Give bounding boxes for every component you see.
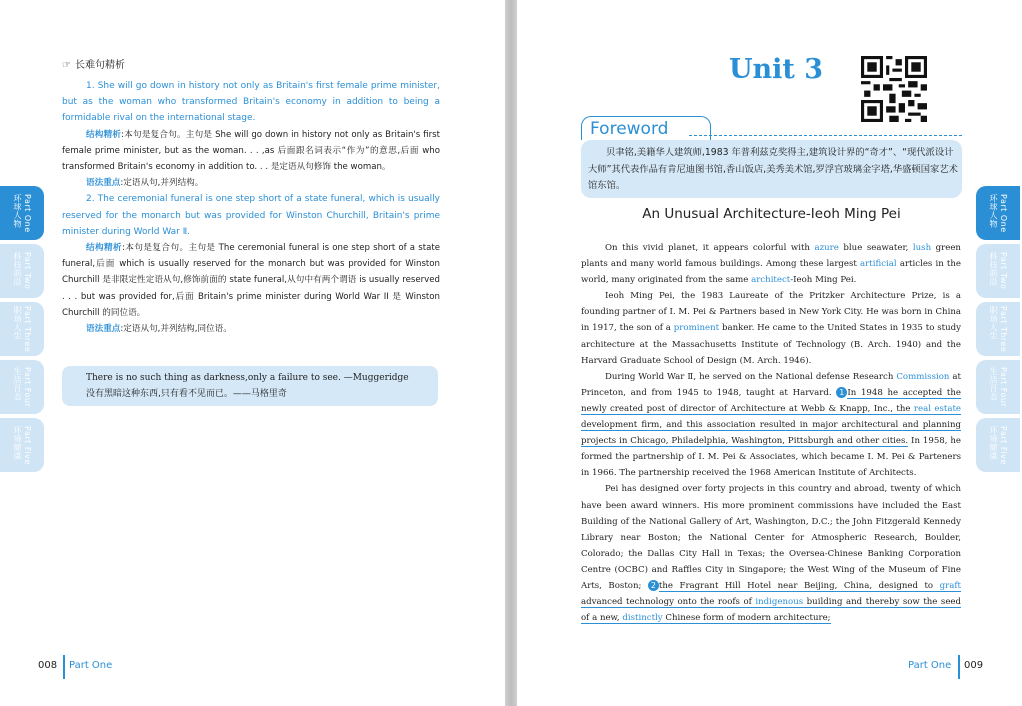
tab-part-five[interactable]: Part Five 环境健康 xyxy=(976,418,1020,472)
tab-part-four[interactable]: Part Four 生活百态 xyxy=(976,360,1020,414)
foreword-text: 贝聿铭,美籍华人建筑师,1983 年普利兹克奖得主,建筑设计界的“奇才”、“现代派设计大师”其代表作品有肯尼迪图书馆,香山饭店,美秀美术馆,罗浮宫玻璃金字塔,华盛顿国家艺术馆东馆。 xyxy=(588,147,958,191)
difficult-sentence-2: the Fragrant Hill Hotel near Beijing, China, designed to graft advanced technology onto the roofs of indigenous building and thereby sow the seed of a new, distinctly Chinese form of modern architecture; xyxy=(581,580,961,624)
unit-title: Unit 3 xyxy=(729,54,824,85)
paragraph-1: On this vivid planet, it appears colorful with azure blue seawater, lush green plants and many world famous buildings. Among these largest artificial articles in the world, many originated from the same architect-Ieoh Ming Pei. xyxy=(581,243,961,286)
tab-part-two[interactable]: Part Two 科技前沿 xyxy=(0,244,44,298)
difficult-sentence-1: In 1948 he accepted the newly created post of director of Architecture at Webb & Knapp, Inc., the real estate development firm, and this association resulted in major architectural and planning projects in Chicago, Philadelphia, Washington, Pittsburgh and other cities. xyxy=(581,387,961,447)
left-part-tabs xyxy=(0,186,44,476)
sentence-marker-2: 2 xyxy=(648,580,659,591)
section-heading xyxy=(62,56,125,71)
vocab-word[interactable]: azure xyxy=(814,243,839,253)
foreword-dashed-rule xyxy=(689,135,962,136)
footer-part-label: Part One xyxy=(69,660,113,671)
grammar-text: :定语从句,并列结构。 xyxy=(120,178,204,189)
tab-part-five[interactable]: Part Five 环境健康 xyxy=(0,418,44,472)
vocab-word[interactable]: prominent xyxy=(673,323,720,334)
quote-chinese: 没有黑暗这种东西,只有看不见而已。——马格里奇 xyxy=(86,389,287,399)
sentence-analysis-column xyxy=(62,78,440,337)
structure-text: :本句是复合句。主句是 The ceremonial funeral is one step short of a state funeral,后面 which is usually reserved for the monarch but was provided for Winston Churchill 是非限定性定语从句,修饰前面的 state funeral,从句中有两个谓语 is usually reserved . . . but was provided for,后面 Britain's prime minister during World War II 是 Winston Churchill 的同位语。 xyxy=(62,243,440,318)
sentence-1-english: 1. She will go down in history not only as Britain's first female prime minister, but as the woman who transformed Britain's economy in addition to being a formidable rival on the international stage. xyxy=(62,81,440,124)
pointing-hand-icon: ☞ xyxy=(62,60,71,71)
page-number: 009 xyxy=(964,660,984,671)
foreword-label-tab xyxy=(581,116,711,140)
article-body xyxy=(581,240,961,626)
tab-part-one[interactable]: Part One 环球人物 xyxy=(976,186,1020,240)
sentence-marker-1: 1 xyxy=(836,387,847,398)
footer-divider xyxy=(958,655,960,679)
vocab-word[interactable]: Commission xyxy=(896,371,950,382)
quote-english: There is no such thing as darkness,only a failure to see. —Muggeridge xyxy=(86,373,409,383)
tab-part-one[interactable]: Part One 环球人物 xyxy=(0,186,44,240)
grammar-text: :定语从句,并列结构,同位语。 xyxy=(120,324,232,335)
tab-part-four[interactable]: Part Four 生活百态 xyxy=(0,360,44,414)
page-number: 008 xyxy=(38,660,58,671)
footer-part-label: Part One xyxy=(908,660,952,671)
tab-part-two[interactable]: Part Two 科技前沿 xyxy=(976,244,1020,298)
book-gutter xyxy=(505,0,517,706)
structure-label: 结构精析 xyxy=(86,129,122,140)
right-part-tabs xyxy=(976,186,1020,476)
left-page xyxy=(0,0,505,706)
structure-text: :本句是复合句。主句是 She will go down in history not only as Britain's first female prime minister, but as the woman. . . ,as 后面跟名词表示“作为”的意思,后面 who transformed Britain's economy in addition to. . . 是定语从句修饰 the woman。 xyxy=(62,129,440,173)
vocab-word[interactable]: distinctly xyxy=(622,613,663,624)
footer-divider xyxy=(63,655,65,679)
quote-box xyxy=(62,366,438,406)
tab-part-three[interactable]: Part Three 职场人生 xyxy=(976,302,1020,356)
vocab-word[interactable]: architect xyxy=(751,275,791,286)
vocab-word[interactable]: real estate xyxy=(913,403,961,414)
vocab-word[interactable]: lush xyxy=(912,243,932,253)
page-footer xyxy=(964,660,983,671)
structure-label: 结构精析 xyxy=(86,243,123,254)
grammar-label: 语法重点 xyxy=(86,324,121,335)
qr-code-icon[interactable] xyxy=(861,56,927,122)
vocab-word[interactable]: artificial xyxy=(860,259,897,270)
paragraph-4: Pei has designed over forty projects in this country and abroad, twenty of which have been award winners. His more prominent commissions have included the East Building of the National Gallery of Art, Washington, D.C.; the John Fitzgerald Kennedy Library near Boston; the National Center for Atmospheric Research, Boulder, Colorado; the Dallas City Hall in Texas; the Oversea-Chinese Banking Corporation Centre (OCBC) and Raffles City in Singapore; the West Wing of the Museum of Fine Arts, Boston; 2 the Fragrant Hill Hotel near Beijing, China, designed to graft advanced technology onto the roofs of indigenous building and thereby sow the seed of a new, distinctly Chinese form of modern architecture; xyxy=(581,484,961,624)
article-title: An Unusual Architecture-Ieoh Ming Pei xyxy=(642,206,901,222)
vocab-word[interactable]: graft xyxy=(939,580,961,591)
sentence-2-english: 2. The ceremonial funeral is one step short of a state funeral, which is usually reserved for the monarch but was provided for Winston Churchill, Britain's prime minister during World War Ⅱ. xyxy=(62,194,440,237)
tab-part-three[interactable]: Part Three 职场人生 xyxy=(0,302,44,356)
section-title: 长难句精析 xyxy=(74,60,125,71)
paragraph-2: Ieoh Ming Pei, the 1983 Laureate of the Pritzker Architecture Prize, is a founding partner of I. M. Pei & Partners based in New York City. He was born in China in 1917, the son of a prominent banker. He came to the United States in 1935 to study architecture at the Massachusetts Institute of Technology (B. Arch. 1940) and the Harvard Graduate School of Design (M. Arch. 1946). xyxy=(581,291,961,366)
grammar-label: 语法重点 xyxy=(86,178,121,189)
page-footer xyxy=(38,660,57,671)
foreword-label: Foreword xyxy=(590,119,669,139)
paragraph-3: During World War Ⅱ, he served on the National defense Research Commission at Princeton, and from 1945 to 1948, taught at Harvard. 1 In 1948 he accepted the newly created post of director of Architecture at Webb & Knapp, Inc., the real estate development firm, and this association resulted in major architectural and planning projects in Chicago, Philadelphia, Washington, Pittsburgh and other cities. In 1958, he formed the partnership of I. M. Pei & Associates, which became I. M. Pei & Parteners in 1966. The partnership received the 1968 American Institute of Architects. xyxy=(581,371,961,479)
vocab-word[interactable]: indigenous xyxy=(755,597,804,608)
